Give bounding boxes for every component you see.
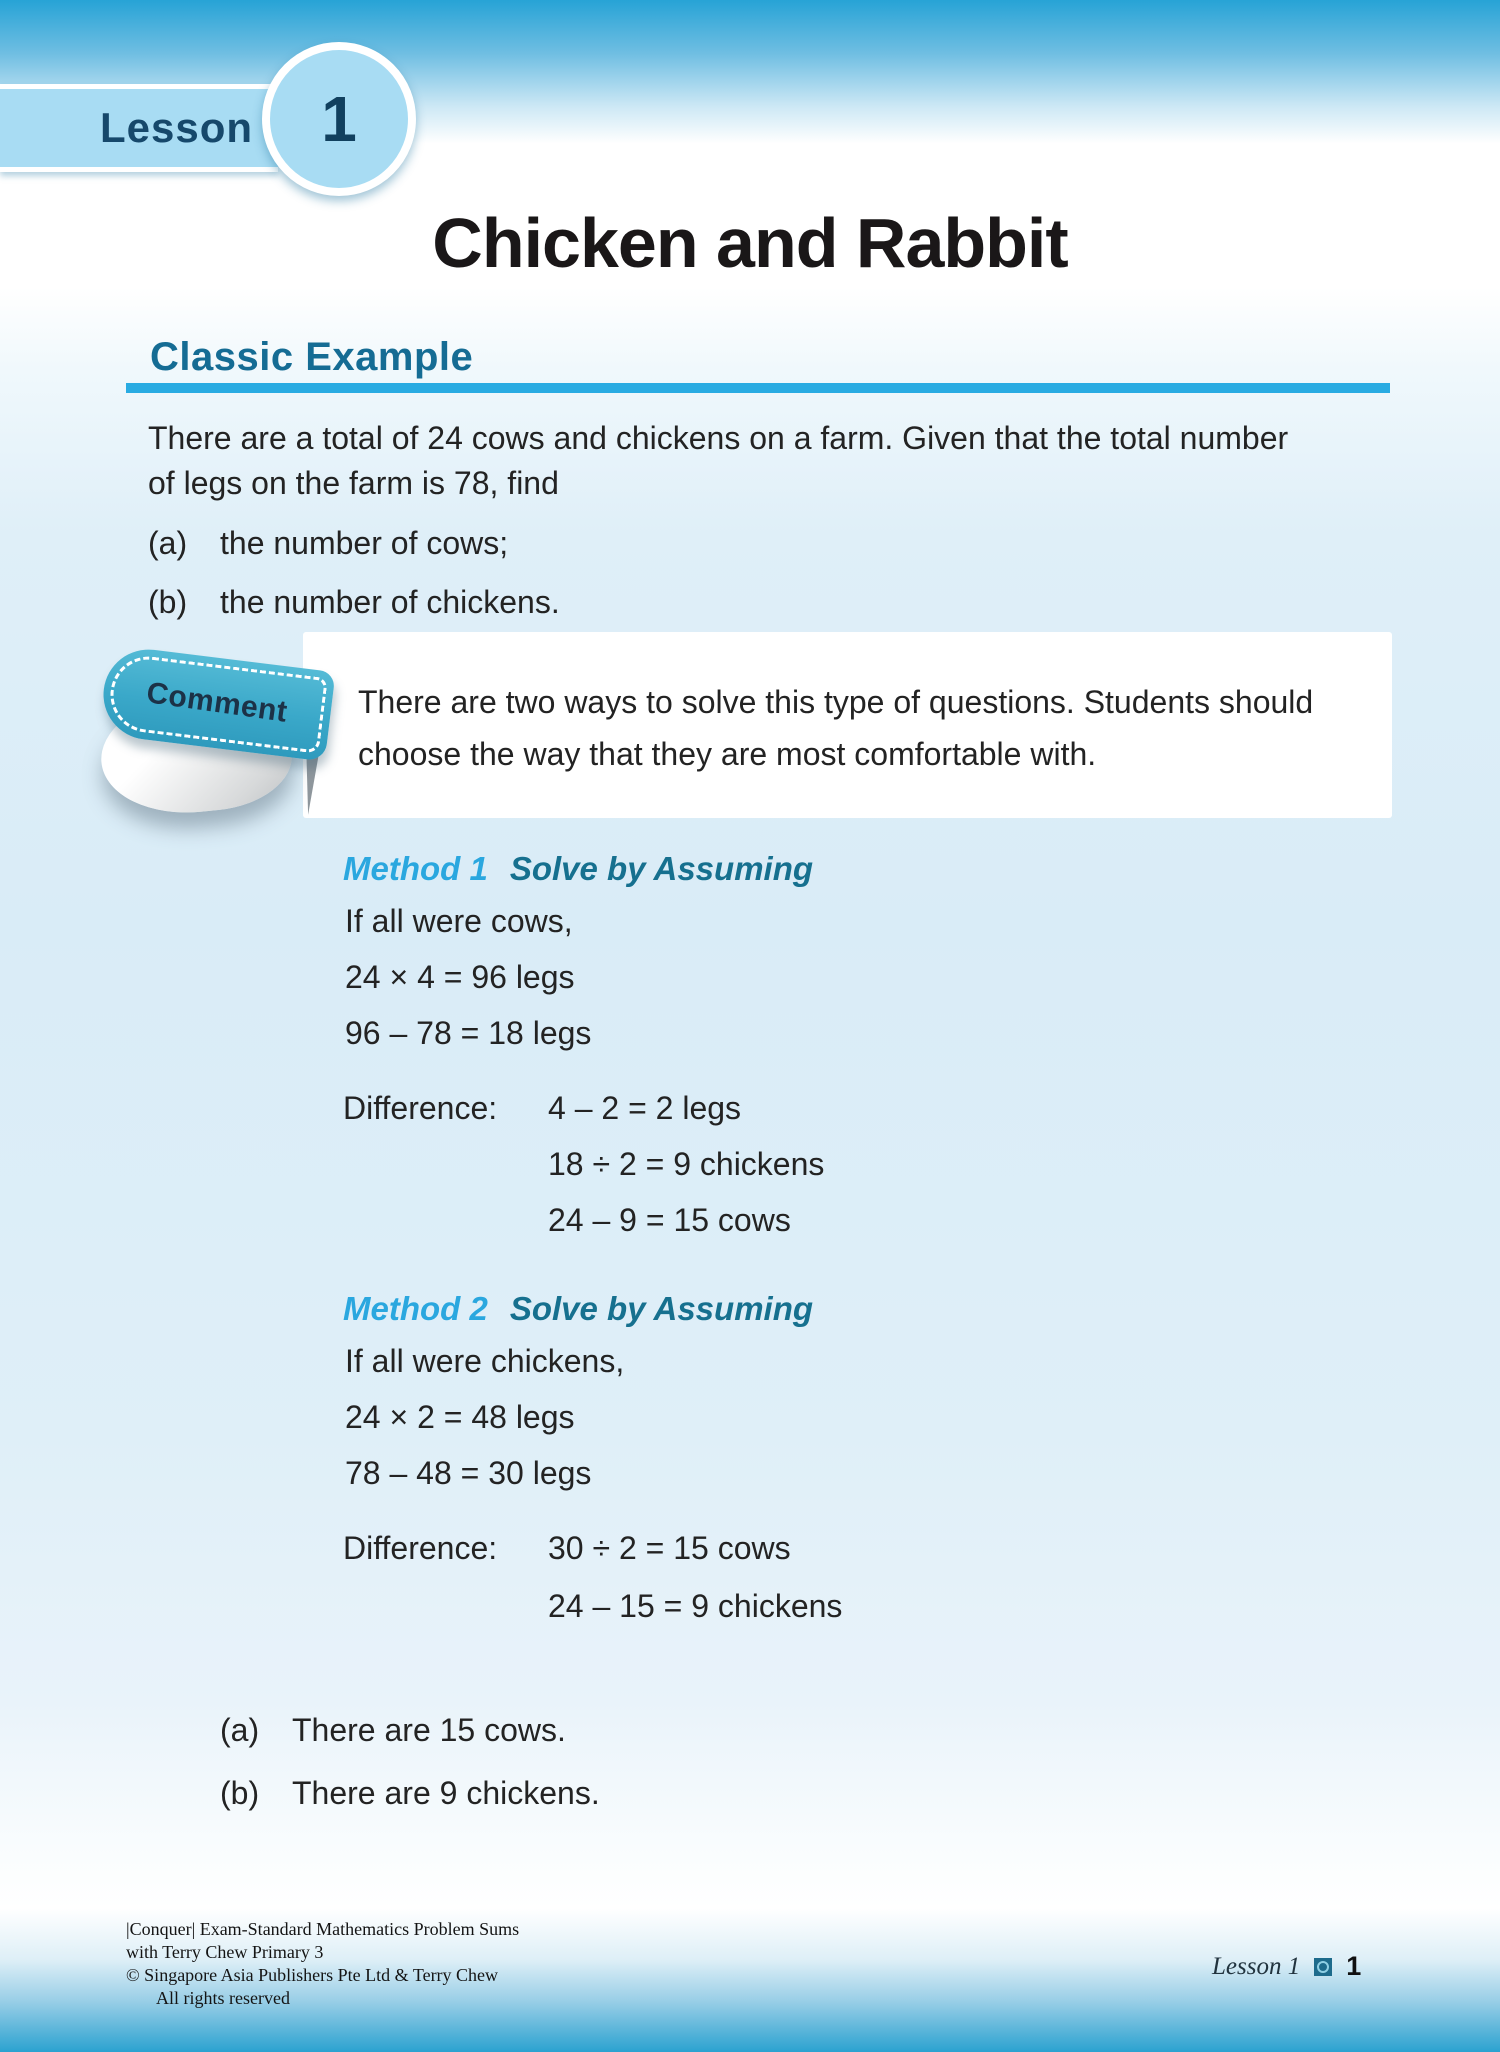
answer-label: (b) bbox=[220, 1775, 260, 1811]
method-2-difference-line: 30 ÷ 2 = 15 cows bbox=[548, 1530, 791, 1566]
method-2-subtitle: Solve by Assuming bbox=[509, 1290, 814, 1327]
imprint-line: with Terry Chew Primary 3 bbox=[126, 1942, 324, 1962]
footer-lesson-ref: Lesson 1 bbox=[1212, 1952, 1301, 1980]
classic-example-heading: Classic Example bbox=[150, 335, 474, 379]
lesson-number-circle bbox=[262, 42, 416, 196]
part-label: (b) bbox=[148, 584, 188, 620]
method-1-difference-line: 18 ÷ 2 = 9 chickens bbox=[548, 1146, 825, 1182]
answer-b bbox=[220, 1775, 600, 1812]
method-1-name: Method 1 bbox=[343, 850, 488, 887]
page-number: 1 bbox=[1346, 1951, 1362, 1981]
method-2-line: 78 – 48 = 30 legs bbox=[345, 1455, 592, 1491]
lesson-badge-bar bbox=[0, 84, 278, 172]
method-2-line: If all were chickens, bbox=[345, 1343, 625, 1379]
method-1-heading bbox=[343, 850, 813, 888]
publisher-imprint bbox=[126, 1918, 519, 2010]
method-2-difference-label: Difference: bbox=[343, 1530, 498, 1566]
method-1-line: 96 – 78 = 18 legs bbox=[345, 1015, 592, 1051]
comment-line: There are two ways to solve this type of questions. Students should bbox=[358, 684, 1314, 720]
comment-ribbon-label: Comment bbox=[144, 676, 290, 729]
heading-underline bbox=[126, 383, 1390, 393]
part-label: (a) bbox=[148, 525, 188, 561]
problem-line: of legs on the farm is 78, find bbox=[148, 465, 559, 501]
part-text: the number of cows; bbox=[220, 525, 509, 561]
method-2-line: 24 × 2 = 48 legs bbox=[345, 1399, 575, 1435]
method-1-difference-line: 4 – 2 = 2 legs bbox=[548, 1090, 742, 1126]
method-1-line: If all were cows, bbox=[345, 903, 573, 939]
method-1-subtitle: Solve by Assuming bbox=[509, 850, 814, 887]
problem-part-a bbox=[148, 525, 508, 562]
imprint-line: © Singapore Asia Publishers Pte Ltd & Terry Chew bbox=[126, 1965, 499, 1985]
problem-part-b bbox=[148, 584, 560, 621]
lesson-number: 1 bbox=[321, 83, 357, 155]
lesson-label: Lesson bbox=[100, 104, 254, 151]
method-1-difference-line: 24 – 9 = 15 cows bbox=[548, 1202, 791, 1238]
method-1-difference-label: Difference: bbox=[343, 1090, 498, 1126]
comment-line: choose the way that they are most comfortable with. bbox=[358, 736, 1097, 772]
part-text: the number of chickens. bbox=[220, 584, 560, 620]
method-2-name: Method 2 bbox=[343, 1290, 488, 1327]
answer-label: (a) bbox=[220, 1712, 260, 1748]
method-2-difference-line: 24 – 15 = 9 chickens bbox=[548, 1588, 843, 1624]
method-1-line: 24 × 4 = 96 legs bbox=[345, 959, 575, 995]
imprint-line: All rights reserved bbox=[156, 1988, 290, 2008]
imprint-line: |Conquer| Exam-Standard Mathematics Problem Sums bbox=[126, 1919, 520, 1939]
page-marker-icon bbox=[1314, 1958, 1332, 1976]
problem-line: There are a total of 24 cows and chickens on a farm. Given that the total number bbox=[148, 420, 1289, 456]
method-2-heading bbox=[343, 1290, 813, 1328]
problem-statement bbox=[148, 416, 1288, 506]
footer-page-reference bbox=[1212, 1951, 1361, 1982]
page-title: Chicken and Rabbit bbox=[432, 204, 1068, 282]
answer-text: There are 15 cows. bbox=[292, 1712, 566, 1748]
answer-text: There are 9 chickens. bbox=[292, 1775, 600, 1811]
comment-ribbon bbox=[95, 648, 345, 828]
comment-callout-box bbox=[303, 632, 1392, 818]
page-marker-dot bbox=[1317, 1961, 1329, 1973]
answer-a bbox=[220, 1712, 566, 1749]
comment-text bbox=[358, 676, 1313, 780]
